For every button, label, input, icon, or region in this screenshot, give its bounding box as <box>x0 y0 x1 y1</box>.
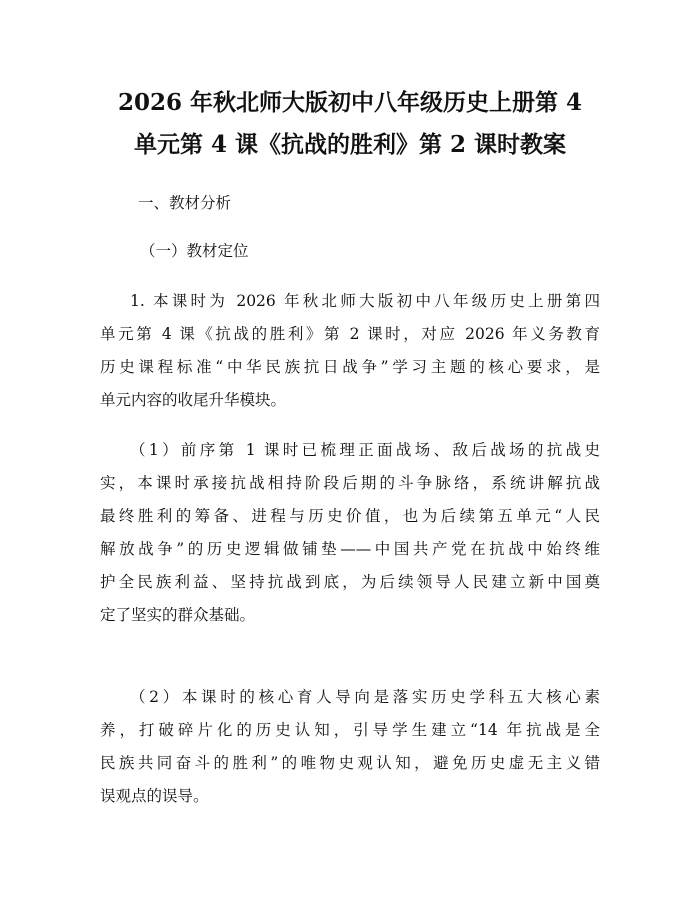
paragraph-line: 最终胜利的筹备、进程与历史价值，也为后续第五单元“人民 <box>100 507 600 525</box>
document-title-line-1: 2026 年秋北师大版初中八年级历史上册第 4 <box>117 89 583 116</box>
paragraph-line: 养，打破碎片化的历史认知，引导学生建立“14 年抗战是全 <box>100 721 600 739</box>
paragraph-line: 1. 本课时为 2026 年秋北师大版初中八年级历史上册第四 <box>130 292 600 310</box>
paragraph-line: 护全民族利益、坚持抗战到底，为后续领导人民建立新中国奠 <box>100 573 600 591</box>
document-title-line-2: 单元第 4 课《抗战的胜利》第 2 课时教案 <box>133 131 567 158</box>
paragraph-line: 民族共同奋斗的胜利”的唯物史观认知，避免历史虚无主义错 <box>100 754 600 772</box>
paragraph-3 <box>100 681 600 813</box>
section-heading-textbook-analysis: 一、教材分析 <box>138 194 232 212</box>
paragraph-line: 单元第 4 课《抗战的胜利》第 2 课时，对应 2026 年义务教育 <box>100 325 600 343</box>
paragraph-line: 定了坚实的群众基础。 <box>100 606 256 624</box>
paragraph-line: （2）本课时的核心育人导向是落实历史学科五大核心素 <box>130 688 600 706</box>
subsection-heading-textbook-position: （一）教材定位 <box>140 242 249 260</box>
paragraph-line: （1）前序第 1 课时已梳理正面战场、敌后战场的抗战史 <box>130 441 600 459</box>
paragraph-line: 误观点的误导。 <box>100 787 209 805</box>
paragraph-line: 历史课程标准“中华民族抗日战争”学习主题的核心要求，是 <box>100 358 600 376</box>
paragraph-2 <box>100 434 600 632</box>
paragraph-1 <box>100 285 600 417</box>
paragraph-line: 单元内容的收尾升华模块。 <box>100 391 287 409</box>
paragraph-line: 实，本课时承接抗战相持阶段后期的斗争脉络，系统讲解抗战 <box>100 474 600 492</box>
paragraph-line: 解放战争”的历史逻辑做铺垫——中国共产党在抗战中始终维 <box>100 540 600 558</box>
